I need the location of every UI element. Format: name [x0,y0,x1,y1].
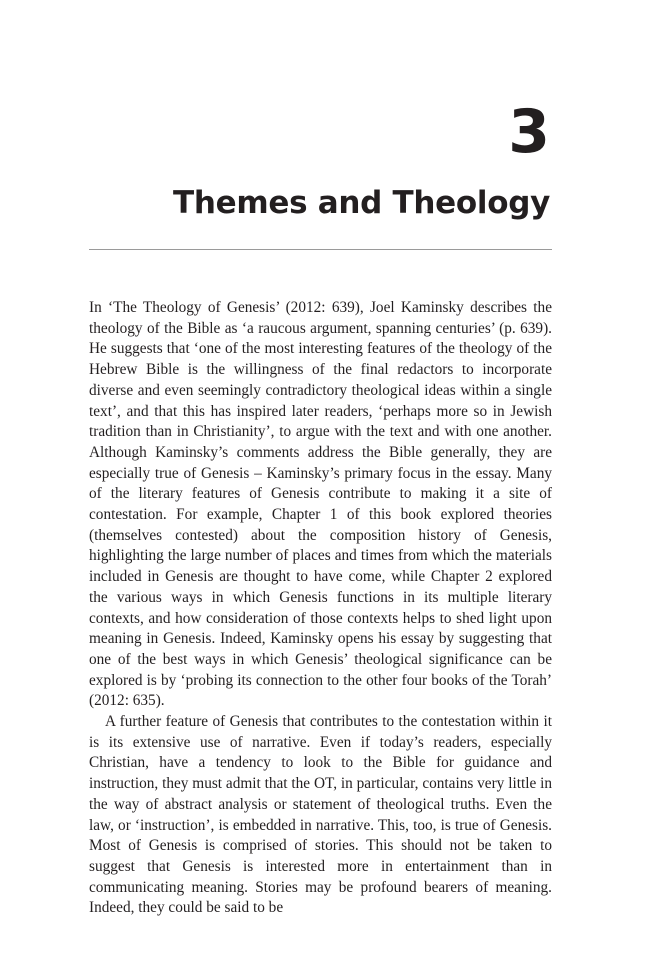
paragraph-1: In ‘The Theology of Genesis’ (2012: 639), Joel Kaminsky describes the theology of the Bible as ‘a raucous argument, spanning centuries’ (p. 639). He suggests that ‘one of the most interesting features of the theology of the Hebrew Bible is the willingness of the final redactors to incorporate diverse and even seemingly contradictory theological ideas within a single text’, and that this has inspired later readers, ‘perhaps more so in Jewish tradition than in Christianity’, to argue with the text and with one another. Although Kaminsky’s comments address the Bible generally, they are especially true of Genesis – Kaminsky’s primary focus in the essay. Many of the literary features of Genesis contribute to making it a site of contestation. For example, Chapter 1 of this book explored theories (themselves contested) about the composition history of Genesis, highlighting the large number of places and times from which the materials included in Genesis are thought to have come, while Chapter 2 explored the various ways in which Genesis functions in its multiple literary contexts, and how consideration of those contexts helps to shed light upon meaning in Genesis. Indeed, Kaminsky opens his essay by suggesting that one of the best ways in which Genesis’ theological significance can be explored is by ‘probing its connection to the other four books of the Torah’ (2012: 635). [89,299,552,710]
chapter-number: 3 [508,97,550,167]
title-divider [89,249,552,250]
paragraph-2: A further feature of Genesis that contributes to the contestation within it is its extensive use of narrative. Even if today’s readers, especially Christian, have a tendency to look to the Bible for guidance and instruction, they must admit that the OT, in particular, contains very little in the way of abstract analysis or statement of theological truths. Even the law, or ‘instruction’, is embedded in narrative. This, too, is true of Genesis. Most of Genesis is comprised of stories. This should not be taken to suggest that Genesis is interested more in entertainment than in communicating meaning. Stories may be profound bearers of meaning. Indeed, they could be said to be [89,713,552,917]
body-text [89,298,552,919]
chapter-title: Themes and Theology [173,185,550,221]
